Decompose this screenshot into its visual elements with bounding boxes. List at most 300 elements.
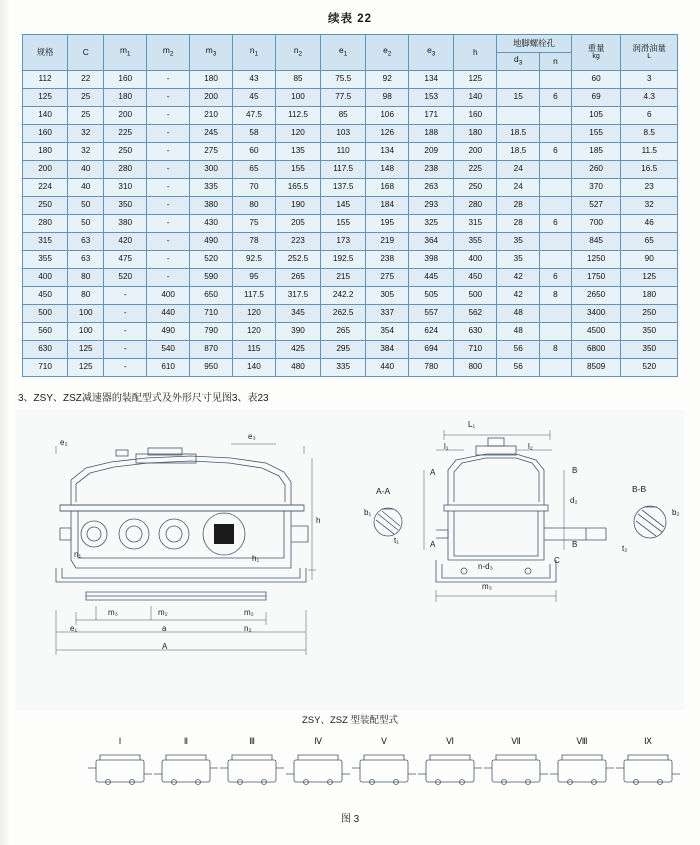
cell-d3: 18.5 (497, 125, 540, 143)
cell-e2: 92 (366, 71, 409, 89)
cell-d3: 35 (497, 233, 540, 251)
cell-weight: 185 (571, 143, 621, 161)
cell-m1: 380 (104, 215, 147, 233)
cell-weight: 370 (571, 179, 621, 197)
cell-size: 140 (23, 107, 68, 125)
cell-size: 200 (23, 161, 68, 179)
cell-m3: 210 (190, 107, 233, 125)
cell-weight: 60 (571, 71, 621, 89)
table-row (23, 197, 678, 215)
th-bolt-group: 地脚螺栓孔 (497, 35, 572, 53)
cell-m2: - (147, 125, 190, 143)
label-n-d3: n-d₃ (478, 562, 493, 571)
cell-oil: 90 (621, 251, 678, 269)
cell-n (540, 161, 572, 179)
th-m3: $m_3$ (190, 35, 233, 71)
cell-m1: 310 (104, 179, 147, 197)
cell-m1: - (104, 341, 147, 359)
cell-oil: 32 (621, 197, 678, 215)
cell-c: 125 (68, 359, 104, 377)
cell-d3: 18.5 (497, 143, 540, 161)
cell-e2: 384 (366, 341, 409, 359)
th-h: h (454, 35, 497, 71)
cell-e3: 325 (409, 215, 454, 233)
th-c: C (68, 35, 104, 71)
cell-weight: 6800 (571, 341, 621, 359)
cell-e1: 265 (321, 323, 366, 341)
th-n2: $n_2$ (275, 35, 320, 71)
cell-e2: 168 (366, 179, 409, 197)
cell-oil: 11.5 (621, 143, 678, 161)
cell-e3: 293 (409, 197, 454, 215)
table-row (23, 341, 678, 359)
cell-d3: 24 (497, 161, 540, 179)
cell-c: 40 (68, 179, 104, 197)
spec-table-body (23, 71, 678, 377)
cell-oil: 4.3 (621, 89, 678, 107)
cell-oil: 3 (621, 71, 678, 89)
cell-oil: 250 (621, 305, 678, 323)
table-row (23, 215, 678, 233)
scan-edge-shadow (0, 0, 10, 845)
cell-n1: 115 (233, 341, 276, 359)
cell-e3: 364 (409, 233, 454, 251)
cell-e1: 242.2 (321, 287, 366, 305)
cell-m3: 950 (190, 359, 233, 377)
label-l1: l₁ (444, 442, 449, 451)
cell-h: 355 (454, 233, 497, 251)
cell-e2: 184 (366, 197, 409, 215)
cell-e3: 505 (409, 287, 454, 305)
table-row (23, 179, 678, 197)
cell-n1: 65 (233, 161, 276, 179)
label-t2: t₂ (622, 544, 628, 553)
cell-m3: 335 (190, 179, 233, 197)
cell-e1: 335 (321, 359, 366, 377)
spec-table-wrap (22, 34, 680, 377)
label-section-BB: B-B (632, 484, 647, 494)
cell-m3: 300 (190, 161, 233, 179)
cell-e2: 106 (366, 107, 409, 125)
cell-weight: 260 (571, 161, 621, 179)
cell-c: 40 (68, 161, 104, 179)
cell-e2: 219 (366, 233, 409, 251)
cell-m1: 350 (104, 197, 147, 215)
cell-n (540, 107, 572, 125)
cell-d3 (497, 107, 540, 125)
cell-h: 125 (454, 71, 497, 89)
cell-n1: 95 (233, 269, 276, 287)
cell-h: 280 (454, 197, 497, 215)
cell-weight: 3400 (571, 305, 621, 323)
variant-label-5: Ⅴ (381, 736, 387, 746)
cell-n (540, 71, 572, 89)
variant-label-2: Ⅱ (183, 736, 189, 746)
cell-d3: 42 (497, 287, 540, 305)
label-t1: t₁ (394, 536, 399, 545)
cell-h: 160 (454, 107, 497, 125)
cell-size: 125 (23, 89, 68, 107)
label-L1: L₁ (468, 420, 476, 429)
cell-weight: 527 (571, 197, 621, 215)
cell-n (540, 305, 572, 323)
cell-m2: - (147, 89, 190, 107)
cell-e1: 155 (321, 215, 366, 233)
label-d2: d₂ (570, 496, 578, 505)
cell-n2: 85 (275, 71, 320, 89)
cell-d3: 28 (497, 215, 540, 233)
cell-e3: 557 (409, 305, 454, 323)
cell-n: 6 (540, 269, 572, 287)
cell-n1: 117.5 (233, 287, 276, 305)
cell-c: 63 (68, 233, 104, 251)
label-C: C (554, 556, 560, 565)
cell-m3: 650 (190, 287, 233, 305)
cell-n2: 480 (275, 359, 320, 377)
cell-d3 (497, 71, 540, 89)
cell-oil: 23 (621, 179, 678, 197)
variant-label-4: Ⅳ (314, 736, 322, 746)
label-l2: l₂ (528, 442, 533, 451)
cell-size: 710 (23, 359, 68, 377)
cell-weight: 8509 (571, 359, 621, 377)
cell-d3: 56 (497, 341, 540, 359)
cell-size: 315 (23, 233, 68, 251)
cell-c: 125 (68, 341, 104, 359)
cell-oil: 350 (621, 323, 678, 341)
cell-c: 63 (68, 251, 104, 269)
cell-oil: 8.5 (621, 125, 678, 143)
variant-label-3: Ⅲ (249, 736, 255, 746)
cell-h: 180 (454, 125, 497, 143)
cell-e3: 209 (409, 143, 454, 161)
cell-c: 25 (68, 89, 104, 107)
cell-weight: 2650 (571, 287, 621, 305)
th-weight: 重量 kg (571, 35, 621, 71)
cell-n: 8 (540, 287, 572, 305)
cell-h: 315 (454, 215, 497, 233)
cell-e1: 110 (321, 143, 366, 161)
table-row (23, 89, 678, 107)
cell-n2: 252.5 (275, 251, 320, 269)
cell-e3: 171 (409, 107, 454, 125)
th-n: n (540, 53, 572, 71)
table-row (23, 71, 678, 89)
cell-n1: 78 (233, 233, 276, 251)
cell-m1: 200 (104, 107, 147, 125)
cell-e3: 188 (409, 125, 454, 143)
cell-m1: - (104, 359, 147, 377)
label-e1: e₁ (70, 624, 78, 633)
cell-n1: 60 (233, 143, 276, 161)
cell-n1: 70 (233, 179, 276, 197)
cell-e3: 134 (409, 71, 454, 89)
cell-m1: 420 (104, 233, 147, 251)
cell-m1: 520 (104, 269, 147, 287)
cell-m3: 710 (190, 305, 233, 323)
cell-size: 224 (23, 179, 68, 197)
cell-d3: 56 (497, 359, 540, 377)
cell-oil: 125 (621, 269, 678, 287)
cell-m2: - (147, 215, 190, 233)
cell-n1: 45 (233, 89, 276, 107)
cell-n2: 345 (275, 305, 320, 323)
cell-n2: 190 (275, 197, 320, 215)
table-row (23, 125, 678, 143)
cell-n: 6 (540, 215, 572, 233)
cell-m3: 430 (190, 215, 233, 233)
cell-m3: 245 (190, 125, 233, 143)
cell-c: 100 (68, 323, 104, 341)
cell-m2: 540 (147, 341, 190, 359)
cell-m2: 400 (147, 287, 190, 305)
figure-caption: 图 3 (340, 814, 360, 825)
cell-e3: 238 (409, 161, 454, 179)
cell-weight: 105 (571, 107, 621, 125)
cell-c: 32 (68, 143, 104, 161)
cell-e2: 275 (366, 269, 409, 287)
cell-d3: 48 (497, 305, 540, 323)
table-row (23, 143, 678, 161)
label-B-top: B (572, 466, 578, 475)
cell-size: 160 (23, 125, 68, 143)
cell-m3: 870 (190, 341, 233, 359)
cell-e2: 148 (366, 161, 409, 179)
cell-n1: 120 (233, 323, 276, 341)
cell-c: 100 (68, 305, 104, 323)
label-h1: h₁ (252, 554, 260, 563)
cell-e1: 75.5 (321, 71, 366, 89)
cell-e2: 126 (366, 125, 409, 143)
label-section-AA: A-A (376, 486, 391, 496)
cell-c: 80 (68, 287, 104, 305)
cell-size: 630 (23, 341, 68, 359)
cell-m2: 610 (147, 359, 190, 377)
cell-m1: - (104, 323, 147, 341)
cell-e3: 780 (409, 359, 454, 377)
cell-n (540, 197, 572, 215)
cell-e1: 145 (321, 197, 366, 215)
cell-weight: 69 (571, 89, 621, 107)
cell-h: 400 (454, 251, 497, 269)
cell-size: 280 (23, 215, 68, 233)
th-n1: $n_1$ (233, 35, 276, 71)
table-row (23, 269, 678, 287)
th-e2: $e_2$ (366, 35, 409, 71)
label-a: a (162, 624, 167, 633)
cell-n2: 165.5 (275, 179, 320, 197)
th-e3: $e_3$ (409, 35, 454, 71)
cell-c: 50 (68, 215, 104, 233)
cell-m2: - (147, 233, 190, 251)
cell-oil: 65 (621, 233, 678, 251)
cell-oil: 6 (621, 107, 678, 125)
label-n2: n₂ (244, 624, 252, 633)
cell-e1: 173 (321, 233, 366, 251)
cell-m3: 590 (190, 269, 233, 287)
cell-m1: - (104, 305, 147, 323)
cell-m1: 225 (104, 125, 147, 143)
cell-m1: 180 (104, 89, 147, 107)
cell-d3: 24 (497, 179, 540, 197)
th-size: 规格 (23, 35, 68, 71)
cell-oil: 350 (621, 341, 678, 359)
cell-e3: 694 (409, 341, 454, 359)
cell-m3: 380 (190, 197, 233, 215)
cell-n1: 47.5 (233, 107, 276, 125)
label-m2-a: m₂ (158, 608, 168, 617)
cell-e2: 238 (366, 251, 409, 269)
variant-label-8: Ⅷ (576, 736, 588, 746)
cell-h: 140 (454, 89, 497, 107)
cell-size: 180 (23, 143, 68, 161)
cell-e2: 337 (366, 305, 409, 323)
cell-e2: 134 (366, 143, 409, 161)
variant-label-7: Ⅶ (511, 736, 521, 746)
assembly-variants (0, 736, 700, 806)
cell-e1: 215 (321, 269, 366, 287)
cell-c: 80 (68, 269, 104, 287)
cell-n2: 265 (275, 269, 320, 287)
cell-n2: 223 (275, 233, 320, 251)
cell-n2: 120 (275, 125, 320, 143)
assembly-drawing (16, 410, 684, 710)
th-oil: 润滑油量 L (621, 35, 678, 71)
label-B-bottom: B (572, 540, 578, 549)
cell-n: 8 (540, 341, 572, 359)
cell-e2: 305 (366, 287, 409, 305)
cell-m1: 160 (104, 71, 147, 89)
cell-m1: - (104, 287, 147, 305)
cell-h: 710 (454, 341, 497, 359)
cell-e1: 137.5 (321, 179, 366, 197)
table-row (23, 161, 678, 179)
cell-m2: - (147, 197, 190, 215)
cell-e2: 440 (366, 359, 409, 377)
label-b2: b₂ (672, 508, 680, 517)
cell-m3: 790 (190, 323, 233, 341)
cell-e1: 77.5 (321, 89, 366, 107)
cell-n: 6 (540, 89, 572, 107)
cell-m1: 475 (104, 251, 147, 269)
cell-h: 500 (454, 287, 497, 305)
table-header-row-1 (23, 35, 678, 53)
cell-n2: 205 (275, 215, 320, 233)
cell-h: 250 (454, 179, 497, 197)
cell-n1: 120 (233, 305, 276, 323)
cell-oil: 16.5 (621, 161, 678, 179)
cell-n (540, 125, 572, 143)
cell-weight: 4500 (571, 323, 621, 341)
table-row (23, 287, 678, 305)
cell-e2: 354 (366, 323, 409, 341)
cell-d3: 28 (497, 197, 540, 215)
cell-e3: 398 (409, 251, 454, 269)
cell-n (540, 323, 572, 341)
label-e2-left: e₂ (60, 438, 68, 447)
cell-size: 112 (23, 71, 68, 89)
label-A-dim: A (162, 642, 168, 651)
variant-label-1: Ⅰ (118, 736, 122, 746)
table-row (23, 305, 678, 323)
cell-e2: 195 (366, 215, 409, 233)
cell-n (540, 179, 572, 197)
table-row (23, 359, 678, 377)
label-m3: m₃ (108, 608, 118, 617)
cell-size: 400 (23, 269, 68, 287)
cell-size: 500 (23, 305, 68, 323)
cell-e1: 295 (321, 341, 366, 359)
cell-m1: 280 (104, 161, 147, 179)
table-row (23, 251, 678, 269)
cell-m2: - (147, 161, 190, 179)
cell-n2: 317.5 (275, 287, 320, 305)
table-row (23, 233, 678, 251)
cell-m3: 200 (190, 89, 233, 107)
cell-m2: - (147, 179, 190, 197)
cell-oil: 180 (621, 287, 678, 305)
cell-e2: 98 (366, 89, 409, 107)
cell-weight: 1750 (571, 269, 621, 287)
spec-table (22, 34, 678, 377)
cell-e3: 263 (409, 179, 454, 197)
cell-n2: 135 (275, 143, 320, 161)
cell-h: 562 (454, 305, 497, 323)
cell-m2: - (147, 71, 190, 89)
cell-n2: 100 (275, 89, 320, 107)
cell-h: 225 (454, 161, 497, 179)
cell-n1: 92.5 (233, 251, 276, 269)
cell-n1: 58 (233, 125, 276, 143)
cell-m1: 250 (104, 143, 147, 161)
cell-c: 25 (68, 107, 104, 125)
cell-e3: 445 (409, 269, 454, 287)
table-row (23, 107, 678, 125)
section-caption: 3、ZSY、ZSZ减速器的装配型式及外形尺寸见图3、表23 (18, 393, 269, 404)
cell-m2: - (147, 269, 190, 287)
cell-c: 50 (68, 197, 104, 215)
variant-label-9: Ⅸ (644, 736, 652, 746)
cell-c: 22 (68, 71, 104, 89)
label-m2-b: m₂ (244, 608, 254, 617)
cell-e1: 192.5 (321, 251, 366, 269)
cell-weight: 1250 (571, 251, 621, 269)
label-A-bottom: A (430, 540, 436, 549)
cell-weight: 700 (571, 215, 621, 233)
cell-n: 6 (540, 143, 572, 161)
cell-d3: 15 (497, 89, 540, 107)
cell-size: 450 (23, 287, 68, 305)
th-d3: $d_3$ (497, 53, 540, 71)
cell-n (540, 233, 572, 251)
cell-m3: 520 (190, 251, 233, 269)
cell-n1: 80 (233, 197, 276, 215)
label-m3-right: m₃ (482, 582, 492, 591)
cell-m2: - (147, 107, 190, 125)
cell-e1: 85 (321, 107, 366, 125)
cell-n1: 75 (233, 215, 276, 233)
label-n1: n₁ (74, 550, 82, 559)
cell-e3: 624 (409, 323, 454, 341)
cell-weight: 155 (571, 125, 621, 143)
cell-oil: 46 (621, 215, 678, 233)
cell-m2: 490 (147, 323, 190, 341)
cell-size: 355 (23, 251, 68, 269)
cell-h: 800 (454, 359, 497, 377)
cell-m3: 180 (190, 71, 233, 89)
label-A-top: A (430, 468, 436, 477)
cell-n2: 425 (275, 341, 320, 359)
